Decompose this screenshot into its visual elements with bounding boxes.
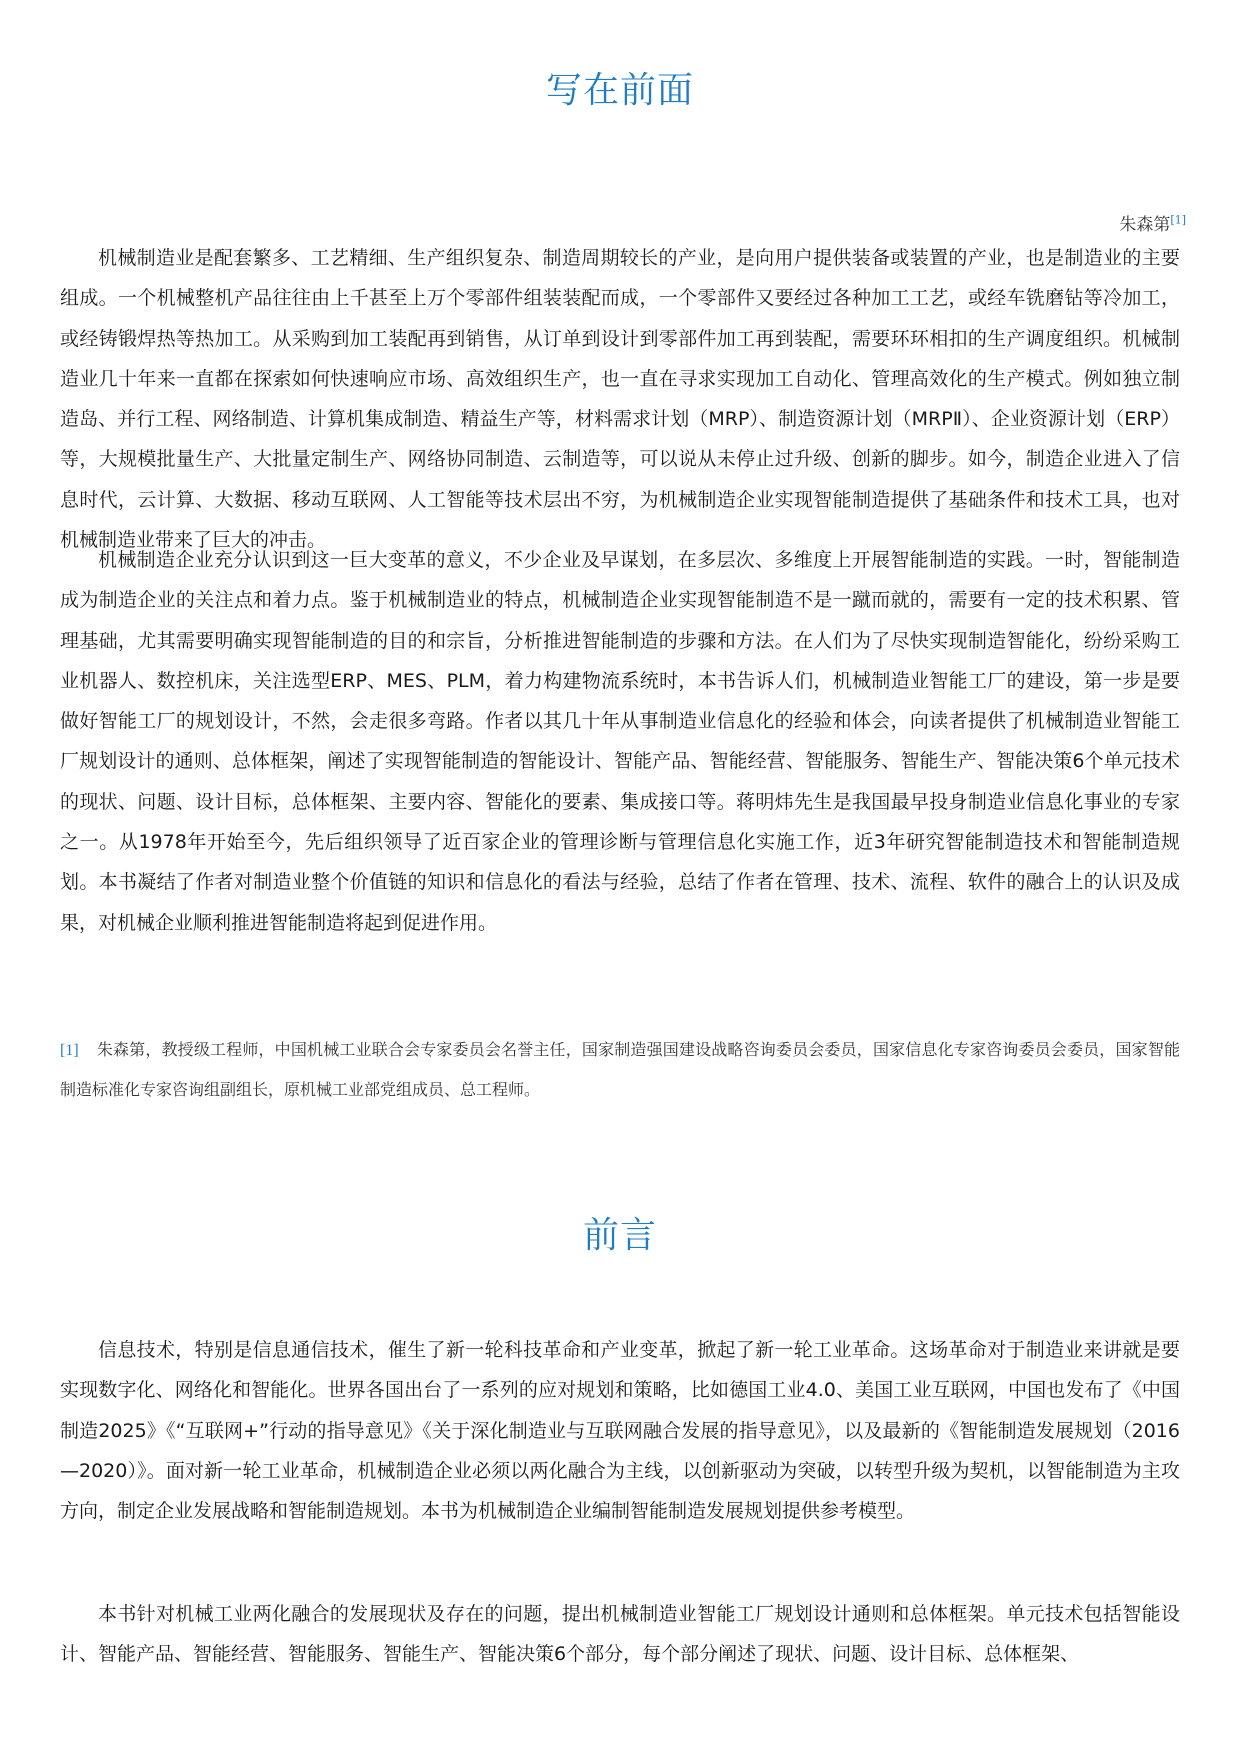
foreword-paragraph-1: 机械制造业是配套繁多、工艺精细、生产组织复杂、制造周期较长的产业，是向用户提供装备或装置的产业，也是制造业的主要组成。一个机械整机产品往往由上千甚至上万个零部件组装装配而成，一个零部件又要经过各种加工工艺，或经车铣磨钻等冷加工，或经铸锻焊热等热加工。从采购到加工装配再到销售，从订单到设计到零部件加工再到装配，需要环环相扣的生产调度组织。机械制造业几十年来一直都在探索如何快速响应市场、高效组织生产，也一直在寻求实现加工自动化、管理高效化的生产模式。例如独立制造岛、并行工程、网络制造、计算机集成制造、精益生产等，材料需求计划（MRP）、制造资源计划（MRPⅡ）、企业资源计划（ERP）等，大规模批量生产、大批量定制生产、网络协同制造、云制造等，可以说从未停止过升级、创新的脚步。如今，制造企业进入了信息时代，云计算、大数据、移动互联网、人工智能等技术层出不穷，为机械制造企业实现智能制造提供了基础条件和技术工具，也对机械制造业带来了巨大的冲击。	[60, 247, 1180, 552]
author-byline	[1119, 210, 1186, 235]
footnote-mark[interactable]: [1]	[60, 1042, 79, 1059]
author-name: 朱森第	[1119, 215, 1171, 235]
section-title-preface: 前言	[582, 1215, 657, 1256]
preface-paragraph-2: 本书针对机械工业两化融合的发展现状及存在的问题，提出机械制造业智能工厂规划设计通则和总体框架。单元技术包括智能设计、智能产品、智能经营、智能服务、智能生产、智能决策6个部分，每个部分阐述了现状、问题、设计目标、总体框架、	[60, 1603, 1180, 1666]
preface-paragraph-1: 信息技术，特别是信息通信技术，催生了新一轮科技革命和产业变革，掀起了新一轮工业革命。这场革命对于制造业来讲就是要实现数字化、网络化和智能化。世界各国出台了一系列的应对规划和策略，比如德国工业4.0、美国工业互联网，中国也发布了《中国制造2025》《“互联网+”行动的指导意见》《关于深化制造业与互联网融合发展的指导意见》，以及最新的《智能制造发展规划（2016—2020）》。面对新一轮工业革命，机械制造企业必须以两化融合为主线，以创新驱动为突破，以转型升级为契机，以智能制造为主攻方向，制定企业发展战略和智能制造规划。本书为机械制造企业编制智能制造发展规划提供参考模型。	[60, 1339, 1180, 1523]
foreword-paragraph-2: 机械制造企业充分认识到这一巨大变革的意义，不少企业及早谋划，在多层次、多维度上开展智能制造的实践。一时，智能制造成为制造企业的关注点和着力点。鉴于机械制造业的特点，机械制造企业实现智能制造不是一蹴而就的，需要有一定的技术积累、管理基础，尤其需要明确实现智能制造的目的和宗旨，分析推进智能制造的步骤和方法。在人们为了尽快实现制造智能化，纷纷采购工业机器人、数控机床，关注选型ERP、MES、PLM，着力构建物流系统时，本书告诉人们，机械制造业智能工厂的建设，第一步是要做好智能工厂的规划设计，不然，会走很多弯路。作者以其几十年从事制造业信息化的经验和体会，向读者提供了机械制造业智能工厂规划设计的通则、总体框架，阐述了实现智能制造的智能设计、智能产品、智能经营、智能服务、智能生产、智能决策6个单元技术的现状、问题、设计目标，总体框架、主要内容、智能化的要素、集成接口等。蒋明炜先生是我国最早投身制造业信息化事业的专家之一。从1978年开始至今，先后组织领导了近百家企业的管理诊断与管理信息化实施工作，近3年研究智能制造技术和智能制造规划。本书凝结了作者对制造业整个价值链的知识和信息化的看法与经验，总结了作者在管理、技术、流程、软件的融合上的认识及成果，对机械企业顺利推进智能制造将起到促进作用。	[60, 549, 1180, 934]
footnote	[60, 1030, 1180, 1109]
footnote-text: 朱森第，教授级工程师，中国机械工业联合会专家委员会名誉主任，国家制造强国建设战略咨询委员会委员，国家信息化专家咨询委员会委员，国家智能制造标准化专家咨询组副组长，原机械工业部党组成员、总工程师。	[60, 1040, 1180, 1099]
section-title-foreword: 写在前面	[545, 70, 694, 111]
author-footnote-ref[interactable]: [1]	[1170, 213, 1186, 227]
